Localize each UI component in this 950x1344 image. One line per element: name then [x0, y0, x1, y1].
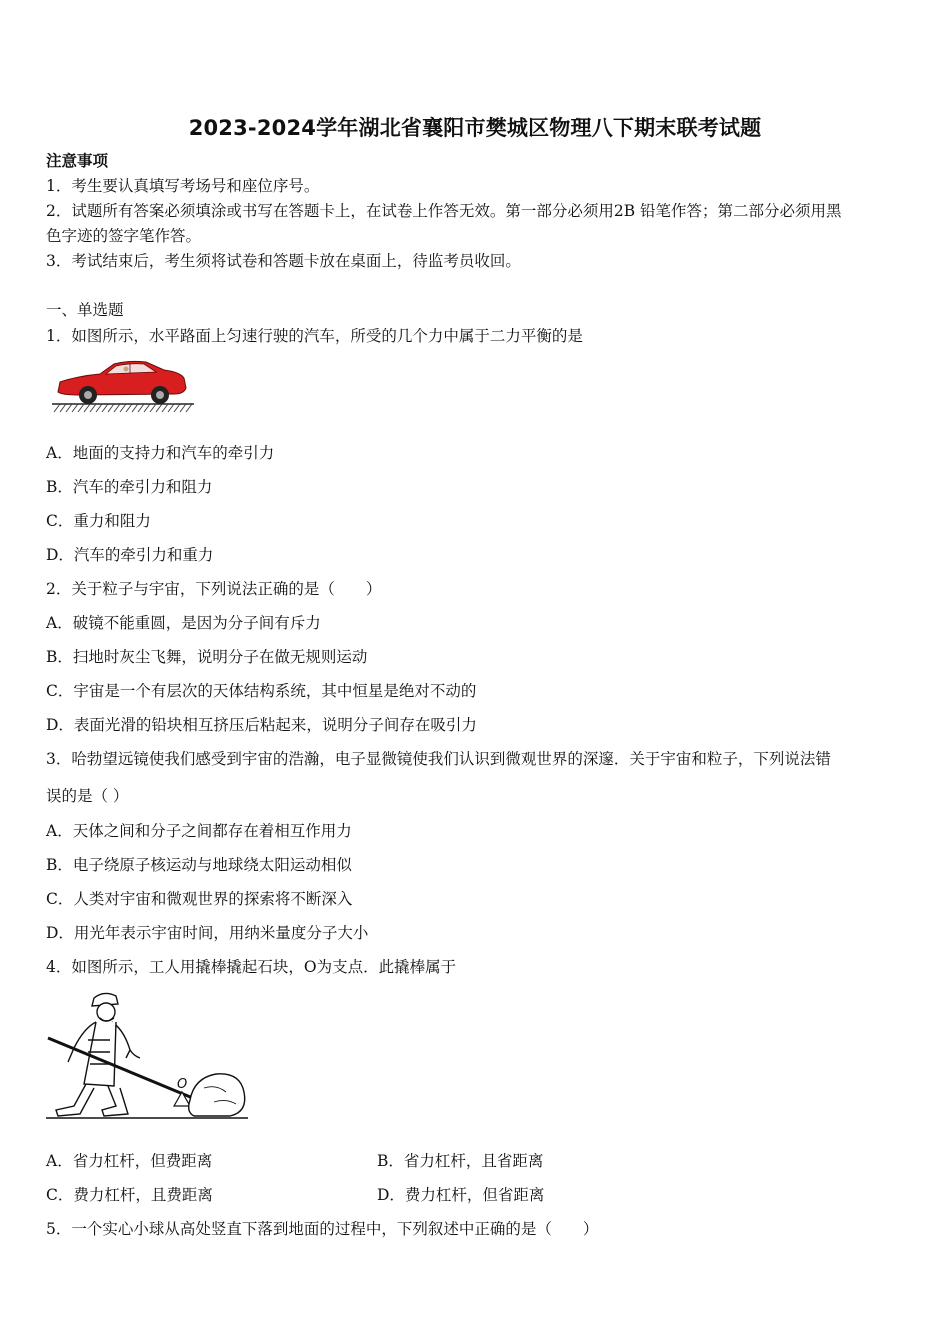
note-item-3: 3．考试结束后，考生须将试卷和答题卡放在桌面上，待监考员收回。 [46, 252, 521, 270]
q4-option-a: A．省力杠杆，但费距离 [46, 1152, 213, 1170]
lever-figure [44, 988, 250, 1122]
q1-option-c: C．重力和阻力 [46, 512, 151, 530]
q2-option-c: C．宇宙是一个有层次的天体结构系统，其中恒星是绝对不动的 [46, 682, 477, 700]
q3-option-c: C．人类对宇宙和微观世界的探索将不断深入 [46, 890, 353, 908]
fulcrum [174, 1092, 190, 1106]
q3-stem-cont: 误的是（ ） [46, 787, 129, 805]
q4-stem: 4．如图所示，工人用撬棒撬起石块，O为支点．此撬棒属于 [46, 958, 457, 976]
note-item-1: 1．考生要认真填写考场号和座位序号。 [46, 177, 320, 195]
q2-option-b: B．扫地时灰尘飞舞，说明分子在做无规则运动 [46, 648, 368, 666]
note-item-2-cont: 色字迹的签字笔作答。 [46, 227, 202, 245]
q4-option-b: B．省力杠杆，且省距离 [377, 1152, 544, 1170]
q1-option-d: D．汽车的牵引力和重力 [46, 546, 214, 564]
fulcrum-label: O [177, 1077, 188, 1092]
section-heading: 一、单选题 [46, 301, 124, 319]
q2-option-a: A．破镜不能重圆，是因为分子间有斥力 [46, 614, 321, 632]
q2-stem: 2．关于粒子与宇宙，下列说法正确的是（ ） [46, 580, 382, 598]
note-item-2: 2．试题所有答案必须填涂或书写在答题卡上，在试卷上作答无效。第一部分必须用2B 铅笔作答；第二部分必须用黑 [46, 202, 842, 220]
notes-heading: 注意事项 [46, 151, 109, 170]
q3-option-b: B．电子绕原子核运动与地球绕太阳运动相似 [46, 856, 352, 874]
q1-stem: 1．如图所示，水平路面上匀速行驶的汽车，所受的几个力中属于二力平衡的是 [46, 327, 583, 345]
q5-stem: 5．一个实心小球从高处竖直下落到地面的过程中，下列叙述中正确的是（ ） [46, 1220, 599, 1238]
page-title: 2023-2024学年湖北省襄阳市樊城区物理八下期末联考试题 [188, 116, 762, 140]
q1-option-a: A．地面的支持力和汽车的牵引力 [46, 444, 275, 462]
q1-option-b: B．汽车的牵引力和阻力 [46, 478, 213, 496]
q4-option-c: C．费力杠杆，且费距离 [46, 1186, 213, 1204]
q3-option-d: D．用光年表示宇宙时间，用纳米量度分子大小 [46, 924, 369, 942]
q2-option-d: D．表面光滑的铅块相互挤压后粘起来，说明分子间存在吸引力 [46, 716, 477, 734]
q3-option-a: A．天体之间和分子之间都存在着相互作用力 [46, 822, 352, 840]
q3-stem: 3．哈勃望远镜使我们感受到宇宙的浩瀚，电子显微镜使我们认识到微观世界的深邃．关于宇宙和粒子，下列说法错 [46, 750, 831, 768]
q4-option-d: D．费力杠杆，但省距离 [377, 1186, 545, 1204]
car-figure [48, 354, 198, 416]
rock [189, 1074, 245, 1116]
